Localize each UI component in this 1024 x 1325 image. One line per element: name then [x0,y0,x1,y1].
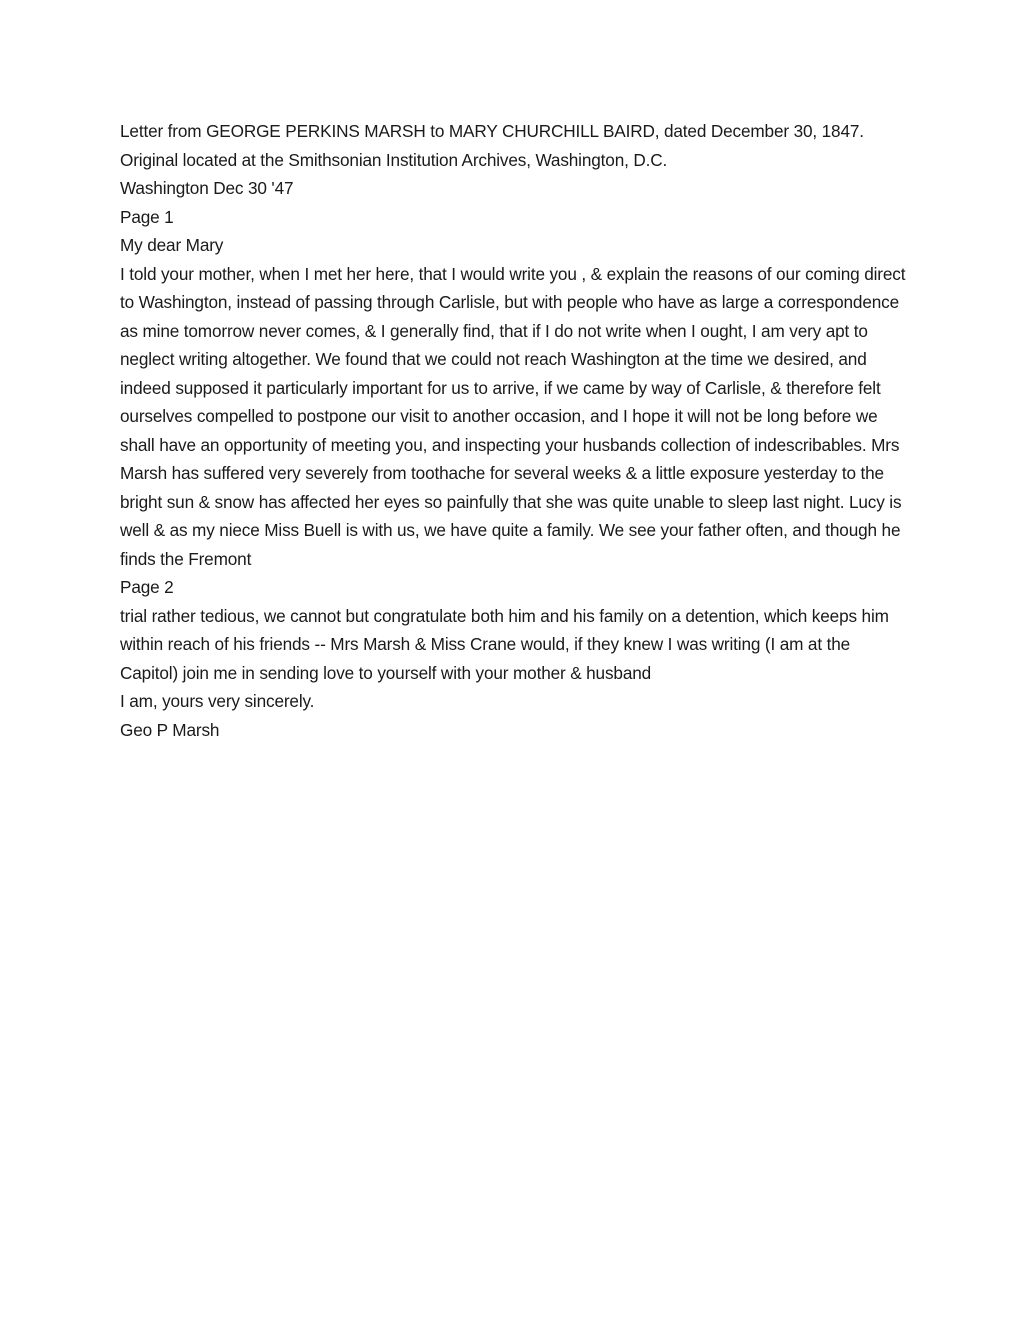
document-header: Letter from GEORGE PERKINS MARSH to MARY CHURCHILL BAIRD, dated December 30, 1847. [120,121,864,141]
page-2-label: Page 2 [120,577,174,597]
letter-closing: I am, yours very sincerely. [120,691,315,711]
page-1-label: Page 1 [120,206,174,227]
letter-paragraph-2: trial rather tedious, we cannot but congratulate both him and his family on a detention, which keeps him within reach of his friends -- Mrs Marsh & Miss Crane would, if they knew I was writing (I am at the Capitol) join me in sending love to yourself with your mother & husband [120,605,889,683]
letter-date: Washington Dec 30 '47 [120,178,294,198]
letter-document [120,117,910,744]
letter-paragraph-1: I told your mother, when I met her here, that I would write you , & explain the reasons of our coming direct to Washington, instead of passing through Carlisle, but with people who have as large a correspondence as mine tomorrow never comes, & I generally find, that if I do not write when I ought, I am very apt to neglect writing altogether. We found that we could not reach Washington at the time we desired, and indeed supposed it particularly important for us to arrive, if we came by way of Carlisle, & therefore felt ourselves compelled to postpone our visit to another occasion, and I hope it will not be long before we shall have an opportunity of meeting you, and inspecting your husbands collection of indescribables. Mrs Marsh has suffered very severely from toothache for several weeks & a little exposure yesterday to the bright sun & snow has affected her eyes so painfully that she was quite unable to sleep last night. Lucy is well & as my niece Miss Buell is with us, we have quite a family. We see your father often, and though he finds the Fremont [120,263,906,569]
letter-signature: Geo P Marsh [120,719,220,740]
letter-salutation: My dear Mary [120,235,224,255]
document-source: Original located at the Smithsonian Institution Archives, Washington, D.C. [120,149,668,170]
